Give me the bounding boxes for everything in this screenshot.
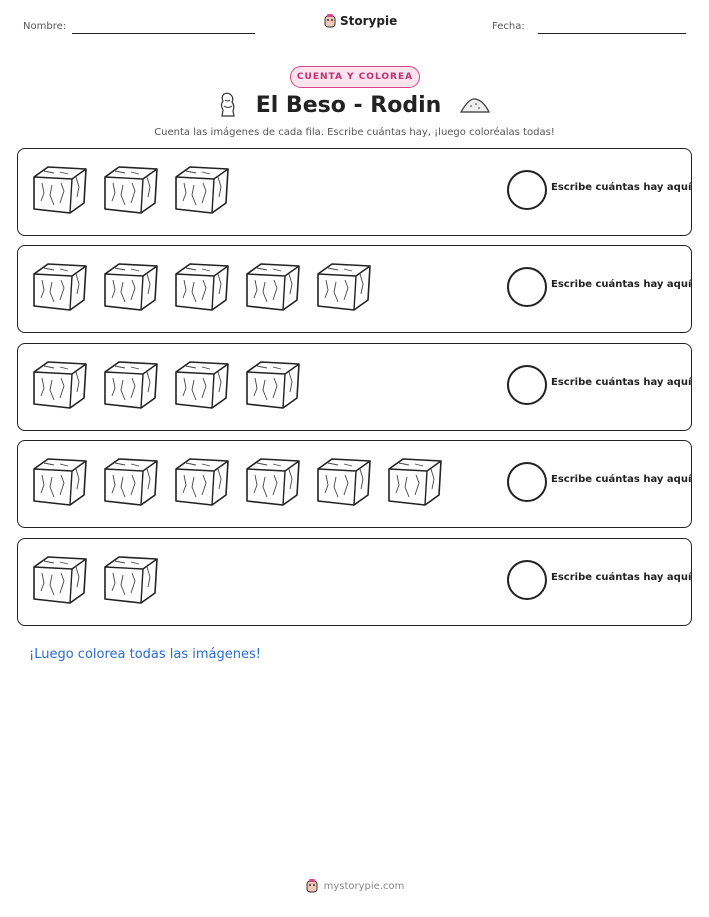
storypie-mascot-icon <box>323 13 337 29</box>
answer-circle[interactable] <box>507 462 547 502</box>
marble-block-icon <box>243 358 301 414</box>
answer-circle[interactable] <box>507 365 547 405</box>
marble-block-icon <box>30 163 88 219</box>
marble-block-icon <box>243 260 301 316</box>
brand-name: Storypie <box>340 14 398 28</box>
counting-row <box>17 440 692 528</box>
page-title: El Beso - Rodin <box>255 92 442 118</box>
marble-block-icon <box>101 455 159 511</box>
footer-url: mystorypie.com <box>323 880 405 892</box>
answer-label: Escribe cuántas hay aquí <box>551 182 692 193</box>
instructions: Cuenta las imágenes de cada fila. Escribe cuántas hay, ¡luego coloréalas todas! <box>154 127 555 138</box>
marble-block-icon <box>101 358 159 414</box>
answer-label: Escribe cuántas hay aquí <box>551 279 692 290</box>
answer-label: Escribe cuántas hay aquí <box>551 377 692 388</box>
marble-pile-icon <box>459 96 491 114</box>
marble-block-icon <box>243 455 301 511</box>
counting-row <box>17 538 692 626</box>
counting-row <box>17 343 692 431</box>
row-images <box>30 455 443 511</box>
storypie-mascot-icon <box>305 878 319 894</box>
row-images <box>30 553 159 609</box>
answer-circle[interactable] <box>507 170 547 210</box>
answer-circle[interactable] <box>507 560 547 600</box>
marble-block-icon <box>172 358 230 414</box>
counting-row <box>17 245 692 333</box>
marble-block-icon <box>101 553 159 609</box>
footer-brand <box>0 878 709 894</box>
answer-circle[interactable] <box>507 267 547 307</box>
answer-label: Escribe cuántas hay aquí <box>551 474 692 485</box>
storypie-logo <box>323 13 397 29</box>
marble-block-icon <box>314 455 372 511</box>
marble-block-icon <box>30 553 88 609</box>
marble-block-icon <box>172 455 230 511</box>
marble-block-icon <box>30 455 88 511</box>
marble-block-icon <box>314 260 372 316</box>
marble-block-icon <box>385 455 443 511</box>
marble-block-icon <box>30 358 88 414</box>
name-field-line[interactable] <box>72 33 255 34</box>
marble-block-icon <box>172 163 230 219</box>
coloring-note: ¡Luego colorea todas las imágenes! <box>29 647 261 662</box>
marble-block-icon <box>101 163 159 219</box>
date-field-line[interactable] <box>538 33 686 34</box>
sculpture-icon <box>218 92 238 118</box>
activity-badge: CUENTA Y COLOREA <box>290 66 420 88</box>
row-images <box>30 260 372 316</box>
date-label: Fecha: <box>492 21 525 32</box>
name-label: Nombre: <box>23 21 67 32</box>
marble-block-icon <box>30 260 88 316</box>
row-images <box>30 163 230 219</box>
counting-row <box>17 148 692 236</box>
answer-label: Escribe cuántas hay aquí <box>551 572 692 583</box>
marble-block-icon <box>172 260 230 316</box>
title-row <box>0 92 709 118</box>
row-images <box>30 358 301 414</box>
marble-block-icon <box>101 260 159 316</box>
